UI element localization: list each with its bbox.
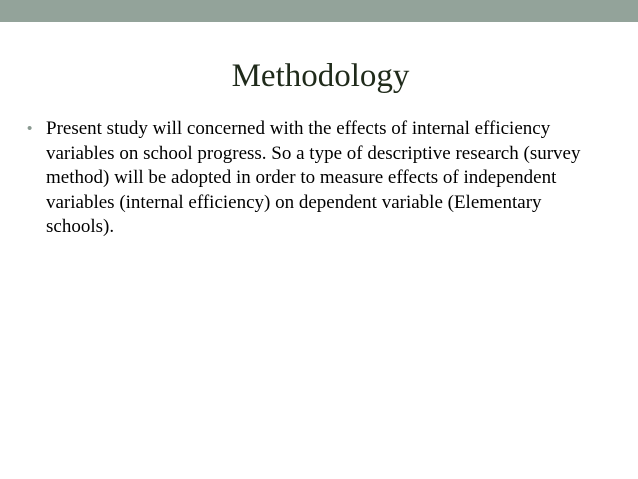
slide-title (0, 56, 638, 96)
bullet-text: Present study will concerned with the effects of internal efficiency variables on school progress. So a type of descriptive research (survey method) will be adopted in order to measure effects of independent variables (internal efficiency) on dependent variable (Elementary schools). (46, 118, 581, 237)
bullet-icon: • (27, 120, 33, 137)
slide-title-text: Methodology (231, 58, 410, 94)
slide-body (27, 117, 607, 240)
top-accent-bar (0, 0, 638, 22)
bullet-item (27, 117, 607, 240)
